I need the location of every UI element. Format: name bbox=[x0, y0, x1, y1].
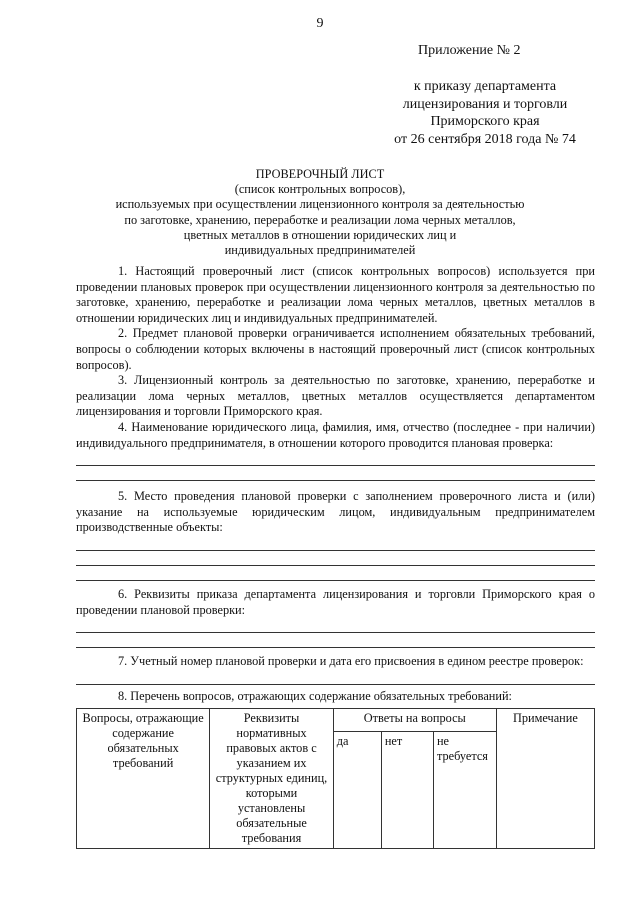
order-reference bbox=[360, 78, 610, 148]
requirements-table bbox=[76, 708, 595, 849]
title-line: (список контрольных вопросов), bbox=[234, 182, 406, 197]
title-line: цветных металлов в отношении юридических лиц и bbox=[183, 227, 457, 242]
table-header-questions: Вопросы, отражающие содержание обязательных требований bbox=[77, 709, 210, 849]
title-line: по заготовке, хранению, переработке и реализации лома черных металлов, bbox=[124, 212, 516, 227]
order-line: от 26 сентября 2018 года № 74 bbox=[394, 131, 576, 147]
paragraph-1: 1. Настоящий проверочный лист (список контрольных вопросов) используется при проведении плановых проверок при осуществлении лицензионного контроля за деятельностью по заготовке, хранению, переработке и реализации лома черных металлов, цветных металлов в отношении юридических лиц и индивидуальных предпринимателей. bbox=[76, 264, 595, 325]
table-subheader-yes: да bbox=[333, 732, 381, 849]
paragraph-5: 5. Место проведения плановой проверки с заполнением проверочного листа и (или) указание на используемые юридическим лицом, индивидуальным предпринимателем производственные объекты: bbox=[76, 489, 595, 535]
fill-in-line[interactable] bbox=[76, 551, 595, 566]
fill-in-line[interactable] bbox=[76, 451, 595, 466]
appendix-label: Приложение № 2 bbox=[418, 43, 521, 58]
table-header-answers: Ответы на вопросы bbox=[333, 709, 496, 732]
fill-in-line[interactable] bbox=[76, 536, 595, 551]
order-line: Приморского края bbox=[430, 114, 540, 129]
paragraph-2: 2. Предмет плановой проверки ограничивается исполнением обязательных требований, вопросы о соблюдении которых включены в настоящий проверочный лист (список контрольных вопросов). bbox=[76, 326, 595, 372]
paragraph-7: 7. Учетный номер плановой проверки и дата его присвоения в едином реестре проверок: bbox=[118, 654, 584, 669]
paragraph-6: 6. Реквизиты приказа департамента лицензирования и торговли Приморского края о проведении плановой проверки: bbox=[76, 586, 595, 617]
page-number: 9 bbox=[316, 16, 324, 31]
fill-in-line[interactable] bbox=[76, 633, 595, 648]
paragraph-4: 4. Наименование юридического лица, фамилия, имя, отчество (последнее - при наличии) индивидуального предпринимателя, в отношении которого проводится плановая проверка: bbox=[76, 419, 595, 450]
fill-in-line[interactable] bbox=[76, 566, 595, 581]
table-subheader-not-required: не требуется bbox=[433, 732, 496, 849]
title-line: используемых при осуществлении лицензионного контроля за деятельностью bbox=[115, 197, 525, 212]
table-header-notes: Примечание bbox=[496, 709, 594, 849]
order-line: лицензирования и торговли bbox=[402, 96, 568, 112]
document-title bbox=[60, 167, 580, 258]
fill-in-line[interactable] bbox=[76, 670, 595, 685]
paragraph-3: 3. Лицензионный контроль за деятельностью по заготовке, хранению, переработке и реализации лома черных металлов, цветных металлов осуществляется департаментом лицензирования и торговли Приморского края. bbox=[76, 373, 595, 419]
order-line: к приказу департамента bbox=[413, 79, 557, 94]
document-body bbox=[76, 264, 595, 704]
fill-in-line[interactable] bbox=[76, 618, 595, 633]
table-header-legal-acts: Реквизиты нормативных правовых актов с указанием их структурных единиц, которыми установлены обязательные требования bbox=[210, 709, 334, 849]
fill-in-line[interactable] bbox=[76, 466, 595, 481]
paragraph-8: 8. Перечень вопросов, отражающих содержание обязательных требований: bbox=[118, 688, 512, 703]
title-line: индивидуальных предпринимателей bbox=[224, 243, 416, 258]
table-subheader-no: нет bbox=[381, 732, 433, 849]
title-heading: ПРОВЕРОЧНЫЙ ЛИСТ bbox=[255, 167, 385, 181]
